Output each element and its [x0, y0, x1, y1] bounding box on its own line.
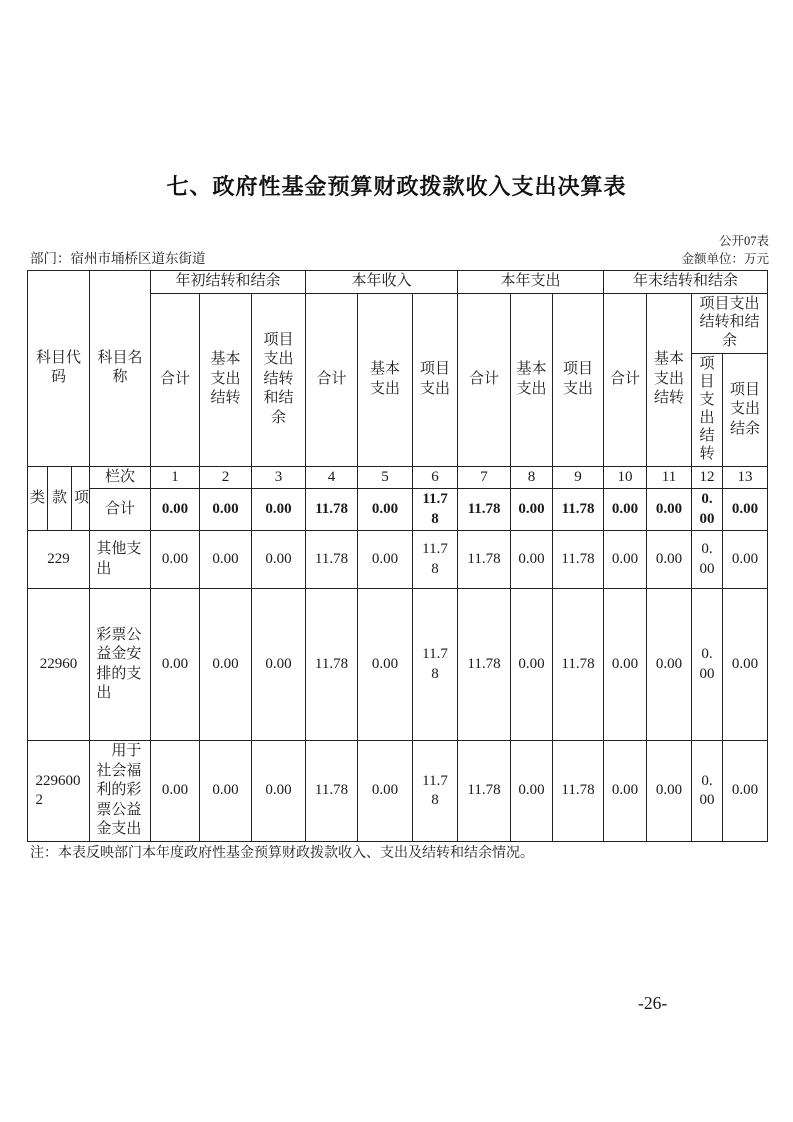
total-value-text: 11.78 [422, 491, 448, 527]
total-value-cell [692, 489, 723, 531]
value-cell [692, 531, 723, 589]
value-cell: 11.78 [553, 589, 604, 741]
page-number: -26- [638, 993, 668, 1013]
col7-header: 合计 [458, 293, 511, 466]
code-part-lei: 类 [28, 466, 48, 531]
col9-header: 项目支出 [553, 293, 604, 466]
value-cell: 0.00 [358, 589, 413, 741]
code-text: 22960 [39, 656, 78, 673]
table-row [28, 531, 768, 589]
group-header-row [28, 271, 768, 294]
value-cell: 0.00 [723, 531, 768, 589]
total-value-cell: 11.78 [553, 489, 604, 531]
value-cell [692, 741, 723, 842]
code-part-xiang: 项 [72, 466, 90, 531]
value-cell: 0.00 [604, 741, 647, 842]
total-row [28, 489, 768, 531]
code-cell [28, 589, 90, 741]
col8-header: 基本支出 [511, 293, 553, 466]
row-index-label: 栏次 [90, 466, 151, 489]
value-text: 0.00 [699, 541, 715, 577]
column-index: 2 [200, 466, 252, 489]
total-value-text: 0.00 [699, 491, 715, 527]
budget-table [27, 270, 768, 842]
form-code-label: 公开07表 [718, 234, 769, 248]
col10-header: 合计 [604, 293, 647, 466]
value-cell: 0.00 [151, 531, 200, 589]
value-cell: 11.78 [458, 531, 511, 589]
total-value-cell: 0.00 [723, 489, 768, 531]
column-index: 1 [151, 466, 200, 489]
col12-header: 项目支出结转 [692, 353, 723, 466]
col2-header: 基本支出结转 [200, 293, 252, 466]
value-text: 11.78 [422, 646, 448, 682]
name-text: 其他支出 [96, 541, 142, 577]
column-index-row [28, 466, 768, 489]
value-cell: 0.00 [511, 589, 553, 741]
code-text: 229 [47, 551, 70, 568]
column-index: 13 [723, 466, 768, 489]
name-cell [90, 741, 151, 842]
col5-header: 基本支出 [358, 293, 413, 466]
col6-header: 项目支出 [413, 293, 458, 466]
value-cell: 11.78 [306, 741, 358, 842]
value-text: 11.78 [422, 541, 448, 577]
total-row-label: 合计 [90, 489, 151, 531]
col11-header: 基本支出结转 [647, 293, 692, 466]
total-value-cell: 0.00 [604, 489, 647, 531]
column-index: 4 [306, 466, 358, 489]
name-text: 用于社会福利的彩票公益金支出 [96, 743, 142, 838]
col13-header: 项目支出结余 [723, 353, 768, 466]
value-cell: 0.00 [723, 589, 768, 741]
col1-header: 合计 [151, 293, 200, 466]
value-cell: 0.00 [358, 531, 413, 589]
column-index: 7 [458, 466, 511, 489]
column-index: 11 [647, 466, 692, 489]
column-index: 8 [511, 466, 553, 489]
name-text: 彩票公益金安排的支出 [96, 626, 142, 702]
code-text: 2296002 [35, 772, 81, 809]
group-end-balance: 年末结转和结余 [604, 271, 768, 294]
value-cell: 11.78 [458, 741, 511, 842]
value-cell: 0.00 [200, 741, 252, 842]
group-current-income: 本年收入 [306, 271, 458, 294]
total-value-cell [413, 489, 458, 531]
total-value-cell: 0.00 [252, 489, 306, 531]
value-cell [413, 531, 458, 589]
total-value-cell: 0.00 [358, 489, 413, 531]
total-value-cell: 0.00 [511, 489, 553, 531]
total-value-cell: 11.78 [458, 489, 511, 531]
column-index: 12 [692, 466, 723, 489]
value-cell: 11.78 [458, 589, 511, 741]
department-label: 部门：宿州市埇桥区道东街道 [30, 251, 206, 266]
value-cell: 0.00 [604, 531, 647, 589]
value-text: 0.00 [699, 772, 715, 809]
value-cell: 0.00 [511, 741, 553, 842]
column-index: 9 [553, 466, 604, 489]
value-cell: 0.00 [358, 741, 413, 842]
value-cell: 0.00 [604, 589, 647, 741]
group-begin-balance: 年初结转和结余 [151, 271, 306, 294]
value-cell: 0.00 [151, 589, 200, 741]
value-cell [692, 589, 723, 741]
col4-header: 合计 [306, 293, 358, 466]
code-cell [28, 531, 90, 589]
total-value-cell: 0.00 [151, 489, 200, 531]
subgroup-project-balance-header: 项目支出结转和结余 [692, 293, 768, 353]
value-cell: 0.00 [647, 531, 692, 589]
value-cell: 0.00 [723, 741, 768, 842]
value-cell: 11.78 [306, 589, 358, 741]
value-cell: 0.00 [252, 589, 306, 741]
value-cell [413, 589, 458, 741]
value-cell: 11.78 [553, 531, 604, 589]
total-value-cell: 0.00 [200, 489, 252, 531]
table-row [28, 589, 768, 741]
col3-header: 项目支出结转和结余 [252, 293, 306, 466]
value-cell: 0.00 [647, 741, 692, 842]
value-cell [413, 741, 458, 842]
value-cell: 0.00 [200, 531, 252, 589]
value-cell: 0.00 [647, 589, 692, 741]
value-cell: 11.78 [553, 741, 604, 842]
value-cell: 0.00 [252, 531, 306, 589]
value-cell: 0.00 [200, 589, 252, 741]
total-value-cell: 11.78 [306, 489, 358, 531]
column-index: 6 [413, 466, 458, 489]
value-text: 11.78 [422, 772, 448, 809]
footnote: 注：本表反映部门本年度政府性基金预算财政拨款收入、支出及结转和结余情况。 [30, 846, 534, 861]
value-text: 0.00 [699, 646, 715, 682]
code-cell [28, 741, 90, 842]
subject-code-header: 科目代码 [28, 271, 90, 467]
table-row [28, 741, 768, 842]
value-cell: 0.00 [511, 531, 553, 589]
code-part-kuan: 款 [48, 466, 72, 531]
group-current-expenditure: 本年支出 [458, 271, 604, 294]
column-index: 3 [252, 466, 306, 489]
amount-unit-label: 金额单位：万元 [681, 252, 769, 266]
column-index: 10 [604, 466, 647, 489]
name-cell [90, 589, 151, 741]
subject-name-header: 科目名称 [90, 271, 151, 467]
value-cell: 11.78 [306, 531, 358, 589]
column-index: 5 [358, 466, 413, 489]
value-cell: 0.00 [252, 741, 306, 842]
total-value-cell: 0.00 [647, 489, 692, 531]
page-title: 七、政府性基金预算财政拨款收入支出决算表 [166, 174, 627, 199]
name-cell [90, 531, 151, 589]
value-cell: 0.00 [151, 741, 200, 842]
